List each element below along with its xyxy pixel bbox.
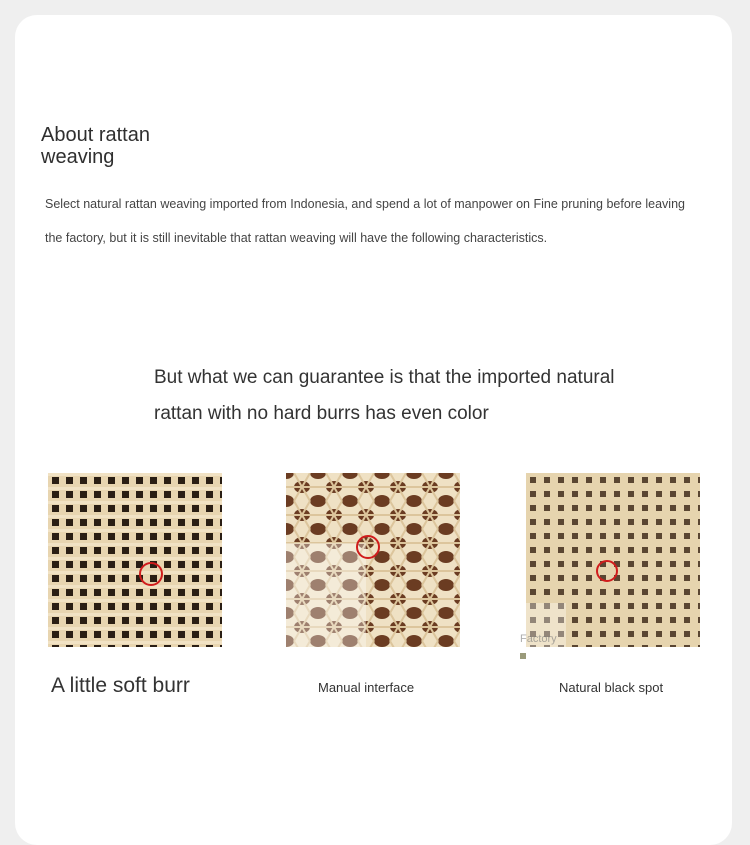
manual-interface-photo (286, 473, 460, 647)
rattan-grid-closeup-image (48, 473, 222, 647)
watermark-dot (520, 653, 526, 659)
intro-paragraph: Select natural rattan weaving imported from Indonesia, and spend a lot of manpower on Fine pruning before leaving the factory, but it is still inevitable that rattan weaving will have the following characteristics. (45, 197, 685, 245)
caption-soft-burr: A little soft burr (51, 674, 190, 697)
caption-black-spot: Natural black spot (559, 680, 664, 695)
guarantee-statement: But what we can guarantee is that the imported natural rattan with no hard burrs has even color (154, 367, 615, 424)
section-title: About rattan weaving (41, 124, 150, 168)
black-spot-photo (526, 473, 700, 647)
rattan-grid-with-spot-image (526, 473, 700, 647)
rattan-hexagonal-weave-image (286, 473, 460, 647)
soft-burr-photo (48, 473, 222, 647)
factory-watermark: Factory (520, 633, 557, 645)
caption-manual-interface: Manual interface (318, 680, 415, 695)
